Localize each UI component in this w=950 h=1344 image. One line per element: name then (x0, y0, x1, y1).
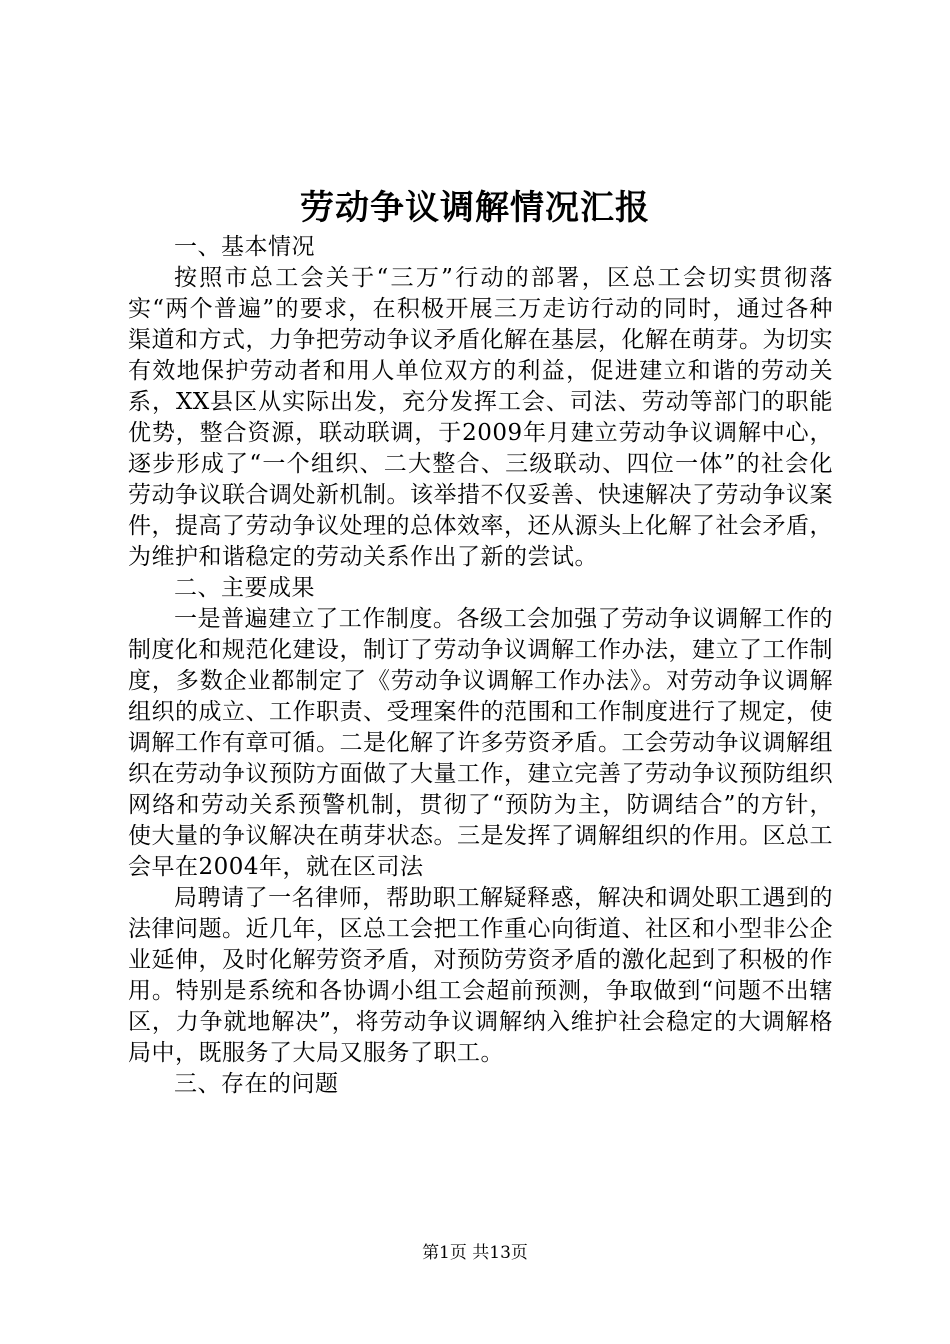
paragraph-basic-situation: 按照市总工会关于“三万”行动的部署，区总工会切实贯彻落实“两个普遍”的要求，在积极开展三万走访行动的同时，通过各种渠道和方式，力争把劳动争议矛盾化解在基层，化解在萌芽。为切实有效地保护劳动者和用人单位双方的利益，促进建立和谐的劳动关系，XX县区从实际出发，充分发挥工会、司法、劳动等部门的职能优势，整合资源，联动联调，于2009年月建立劳动争议调解中心，逐步形成了“一个组织、二大整合、三级联动、四位一体”的社会化劳动争议联合调处新机制。该举措不仅妥善、快速解决了劳动争议案件，提高了劳动争议处理的总体效率，还从源头上化解了社会矛盾，为维护和谐稳定的劳动关系作出了新的尝试。 (128, 265, 833, 570)
document-title: 劳动争议调解情况汇报 (300, 188, 650, 228)
section-heading-problems: 三、存在的问题 (174, 1071, 339, 1097)
section-heading-results: 二、主要成果 (174, 575, 315, 601)
paragraph-results-1: 一是普遍建立了工作制度。各级工会加强了劳动争议调解工作的制度化和规范化建设，制订了劳动争议调解工作办法，建立了工作制度，多数企业都制定了《劳动争议调解工作办法》。对劳动争议调解组织的成立、工作职责、受理案件的范围和工作制度进行了规定，使调解工作有章可循。二是化解了许多劳资矛盾。工会劳动争议调解组织在劳动争议预防方面做了大量工作，建立完善了劳动争议预防组织网络和劳动关系预警机制，贯彻了“预防为主，防调结合”的方针，使大量的争议解决在萌芽状态。三是发挥了调解组织的作用。区总工会早在2004年，就在区司法 (128, 606, 833, 880)
paragraph-results-2: 局聘请了一名律师，帮助职工解疑释惑，解决和调处职工遇到的法律问题。近几年，区总工会把工作重心向街道、社区和小型非公企业延伸，及时化解劳资矛盾，对预防劳资矛盾的激化起到了积极的作用。特别是系统和各协调小组工会超前预测，争取做到“问题不出辖区，力争就地解决”，将劳动争议调解纳入维护社会稳定的大调解格局中，既服务了大局又服务了职工。 (128, 885, 833, 1066)
section-heading-basic: 一、基本情况 (174, 234, 315, 260)
document-body (128, 232, 833, 1100)
page-footer: 第1页 共13页 (422, 1243, 528, 1263)
